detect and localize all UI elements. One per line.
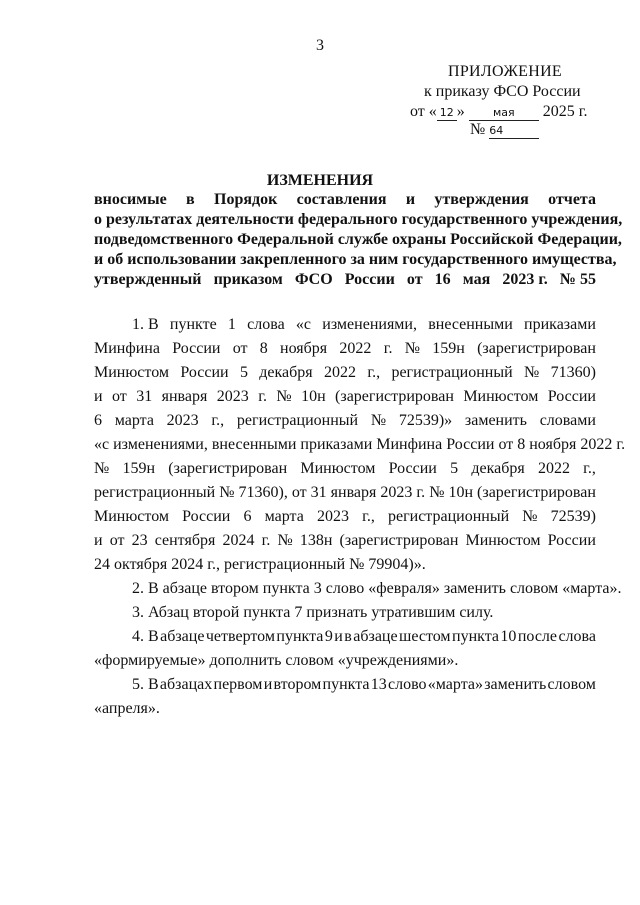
body-word: 13 [370,676,387,693]
appendix-number [470,121,539,139]
body-word: России [547,388,596,405]
body-line [94,457,596,481]
body-word: (зарегистрирован [168,460,288,477]
body-word: (зарегистрирован [335,388,454,405]
body-word: г., [583,460,596,477]
body-word: в [344,628,352,645]
body-word: 2023 [216,388,249,405]
body-word: пункта [276,628,324,645]
body-word: Минфина [94,340,160,357]
body-word: № [370,412,387,429]
body-word: г. [261,532,271,549]
body-word: 72539) [550,508,596,525]
heading-word: 16 [434,271,451,288]
body-word: России [172,340,221,357]
body-word: от [109,532,125,549]
body-word: регистрационный [94,484,216,501]
body-word: четвертом [205,628,275,645]
body-word: 31 [310,484,327,501]
body-word: 2023 [166,412,199,429]
body-line [94,337,596,361]
body-word: 9 [324,628,333,645]
body-word: пункта [452,628,499,645]
body-word: 71360), [238,484,288,501]
body-word: слова [558,628,596,645]
body-word: заменить [484,676,547,693]
body-word: России [547,532,596,549]
body-line [94,529,596,553]
body-word: 10н [301,388,326,405]
heading-word: в [186,191,195,208]
heading-word: подведомственного Федеральной службе охраны Российской Федерации, [94,231,622,248]
body-word: ноября [280,340,328,357]
body-word: 5 [239,364,248,381]
body-word: «марта» [427,676,483,693]
body-word: от [291,484,307,501]
heading-line [94,270,596,290]
body-word: г. [258,388,267,405]
body-word: заменить [464,412,527,429]
body-word: 2024 [222,532,255,549]
body-word: Минюстом [94,364,170,381]
body-word: 23 [131,532,148,549]
body-word: 24 октября 2024 г., регистрационный № 79904)». [94,556,426,573]
body-word: России [182,508,231,525]
body-line [94,577,622,601]
body-word: и [334,628,343,645]
body-word: № [523,364,540,381]
heading-word: мая [462,271,491,288]
body-word: пункта [322,676,370,693]
body-word: регистрационный [391,364,513,381]
date-month: мая [469,106,539,121]
document-heading [94,190,623,290]
heading-word: отчета [548,191,596,208]
body-word: № [94,460,110,477]
number-value: 64 [489,124,539,139]
body-word: после [517,628,558,645]
document-title: ИЗМЕНЕНИЯ [266,172,374,189]
body-word: г. [383,340,393,357]
body-word: 1 [227,316,236,333]
body-word: «апреля». [94,700,160,717]
body-line [94,649,596,673]
heading-word: России [344,271,395,288]
body-line [94,505,596,529]
body-word: 71360) [550,364,596,381]
body-word: 2022 [339,340,372,357]
heading-word: утвержденный [94,271,202,288]
body-word: абзацах [159,676,213,693]
heading-word: составления [296,191,387,208]
heading-word: приказом [213,271,283,288]
body-word: 3. Абзац второй пункта 7 признать утратившим силу. [132,604,494,621]
heading-word: Порядок [214,191,278,208]
body-word: регистрационный [236,412,359,429]
heading-word: и об использовании закрепленного за ним государственного имущества, [94,251,617,268]
body-word: словами [539,412,596,429]
body-line [94,361,596,385]
date-prefix: от « [410,103,437,120]
body-word: (зарегистрирован [339,532,459,549]
body-word: № [522,508,538,525]
body-word: от [232,340,248,357]
body-word: абзаце [353,628,398,645]
date-day: 12 [437,106,457,121]
body-word: 1. В [132,316,159,333]
body-word: Минюстом [300,460,376,477]
body-word: и [94,532,103,549]
body-word: 138н [299,532,333,549]
body-word: «формируемые» дополнить словом «учреждениями». [94,652,459,669]
body-word: первом [213,676,263,693]
body-word: Минюстом [463,388,539,405]
document-body [94,313,626,721]
body-word: г., [211,412,225,429]
date-year: 2025 г. [542,103,588,120]
body-word: и [94,388,103,405]
body-word: шестом [399,628,451,645]
body-word: № [276,388,292,405]
body-word: 6 [243,508,252,525]
body-word: втором [273,676,322,693]
body-word: (зарегистрирован [477,340,596,357]
body-word: г., [362,508,375,525]
heading-word: от [406,271,423,288]
body-word: 2. В абзаце втором пункта 3 слово «февраля» заменить словом «марта». [132,580,622,597]
body-word: 5. В [132,676,159,693]
body-word: Минюстом [94,508,170,525]
heading-word: вносимые [94,191,167,208]
body-word: России [388,460,437,477]
heading-word: и [405,191,416,208]
body-line [94,385,596,409]
body-word: 4. В [132,628,159,645]
heading-line [94,190,596,210]
body-word: г. [416,484,426,501]
heading-line [94,250,617,270]
body-word: 2022 [537,460,570,477]
heading-word: о результатах деятельности федерального государственного учреждения, [94,211,623,228]
appendix-title: ПРИЛОЖЕНИЕ [448,63,563,80]
body-word: (зарегистрирован [477,484,596,501]
body-line [94,553,596,577]
body-word: слова [247,316,285,333]
body-word: 31 [136,388,153,405]
body-word: 72539)» [398,412,453,429]
body-word: Минюстом [465,532,541,549]
body-word: «с изменениями, внесенными приказами Минфина России от 8 ноября 2022 г. [94,436,626,453]
body-word: сентября [154,532,216,549]
page-number: 3 [316,37,324,54]
body-line [94,697,596,721]
body-line [94,601,596,625]
heading-word: утверждения [434,191,529,208]
body-word: и [263,676,273,693]
body-word: 8 [259,340,268,357]
body-word: января [161,388,208,405]
body-word: слово [388,676,427,693]
body-word: 10н [448,484,474,501]
body-line [94,625,596,649]
body-word: № [404,340,420,357]
body-word: 159н [432,340,465,357]
body-word: от [111,388,127,405]
body-line [94,673,596,697]
body-word: г., [367,364,381,381]
body-word: № [429,484,445,501]
heading-word: ФСО [294,271,333,288]
body-word: декабря [471,460,525,477]
body-line [94,409,596,433]
body-word: № [277,532,293,549]
body-word: 5 [450,460,459,477]
body-word: 2022 [324,364,356,381]
appendix-date [410,103,588,121]
body-word: марта [264,508,304,525]
body-word: изменениями, [322,316,417,333]
body-word: 159н [122,460,156,477]
body-word: внесенными [428,316,513,333]
heading-line [94,210,623,230]
body-word: 10 [500,628,517,645]
appendix-subtitle: к приказу ФСО России [424,83,581,100]
heading-line [94,230,622,250]
body-word: 6 [94,412,102,429]
body-word: декабря [259,364,313,381]
body-word: 2023 [316,508,349,525]
body-word: пункте [169,316,217,333]
date-mid: » [456,103,465,120]
body-word: регистрационный [387,508,510,525]
body-word: 2023 [380,484,413,501]
body-word: «с [295,316,312,333]
heading-word: № 55 [559,271,596,288]
body-line [94,481,596,505]
body-word: № [219,484,235,501]
body-word: марта [114,412,154,429]
body-word: словом [547,676,596,693]
number-prefix: № [470,121,486,138]
body-word: приказами [524,316,596,333]
body-word: России [180,364,229,381]
body-word: абзаце [160,628,205,645]
body-line [94,433,626,457]
heading-word: 2023 г. [502,271,548,288]
body-word: января [330,484,377,501]
body-line [94,313,596,337]
